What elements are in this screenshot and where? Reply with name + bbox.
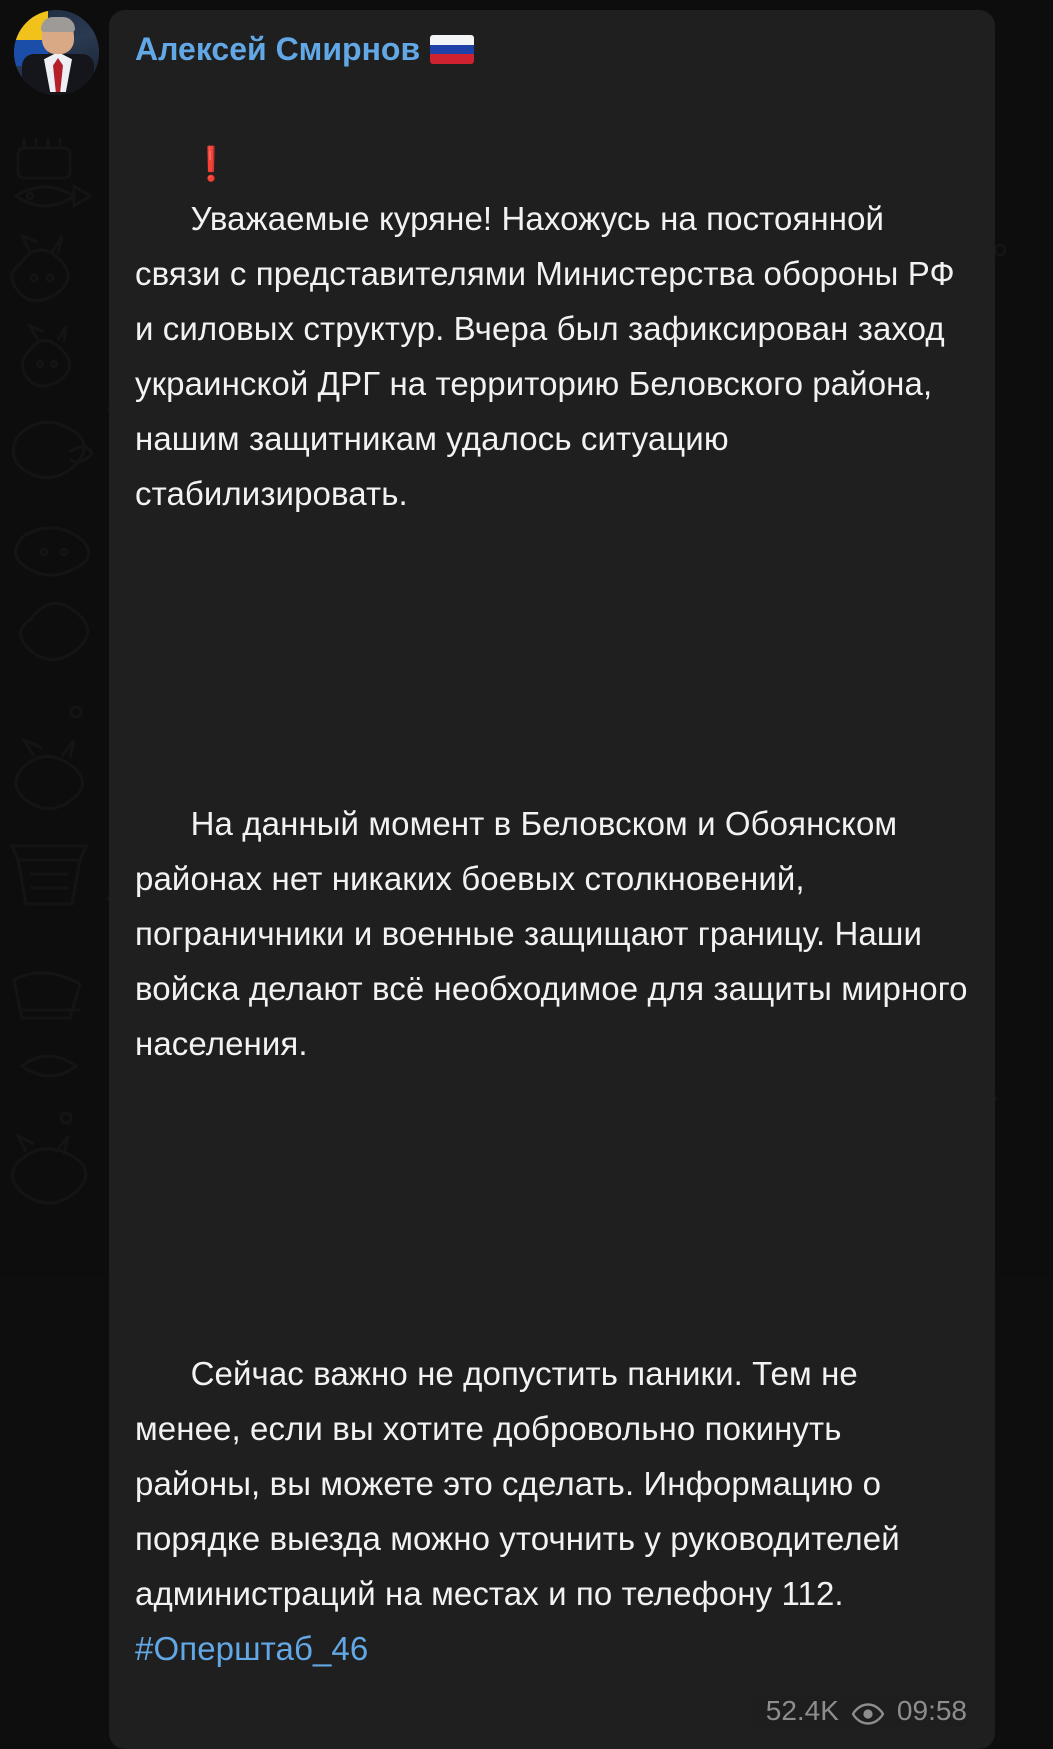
sender-name: Алексей Смирнов [135, 31, 421, 67]
russia-flag-emoji [430, 35, 474, 64]
message-paragraph-1: Уважаемые куряне! Нахожусь на постоянной связи с представителями Министерства обороны РФ и силовых структур. Вчера был зафиксирован заход украинской ДРГ на территорию Беловского района, нашим защитникам удалось ситуацию стабилизировать. [135, 200, 964, 513]
message-paragraph-2: На данный момент в Беловском и Обоянском районах нет никаких боевых столкновений, пограничники и военные защищают границу. Наши войска делают всё необходимое для защиты мирного населения. [135, 805, 977, 1063]
avatar[interactable] [14, 10, 99, 95]
message-time: 09:58 [896, 1695, 967, 1727]
message-meta [752, 1695, 967, 1727]
eye-icon [851, 1700, 885, 1722]
view-count: 52.4K [765, 1695, 839, 1727]
warning-emoji: ❗ [190, 145, 232, 183]
hashtag-link[interactable]: #Оперштаб_46 [135, 1630, 369, 1668]
message-text [135, 81, 977, 1731]
avatar-hair [41, 17, 75, 32]
message-paragraph-3: Сейчас важно не допустить паники. Тем не менее, если вы хотите добровольно покинуть районы, вы можете это сделать. Информацию о порядке выезда можно уточнить у руководителей администраций на местах и по телефону 112. [135, 1355, 910, 1613]
message-bubble[interactable] [109, 10, 995, 1749]
message-sender[interactable] [135, 32, 969, 67]
